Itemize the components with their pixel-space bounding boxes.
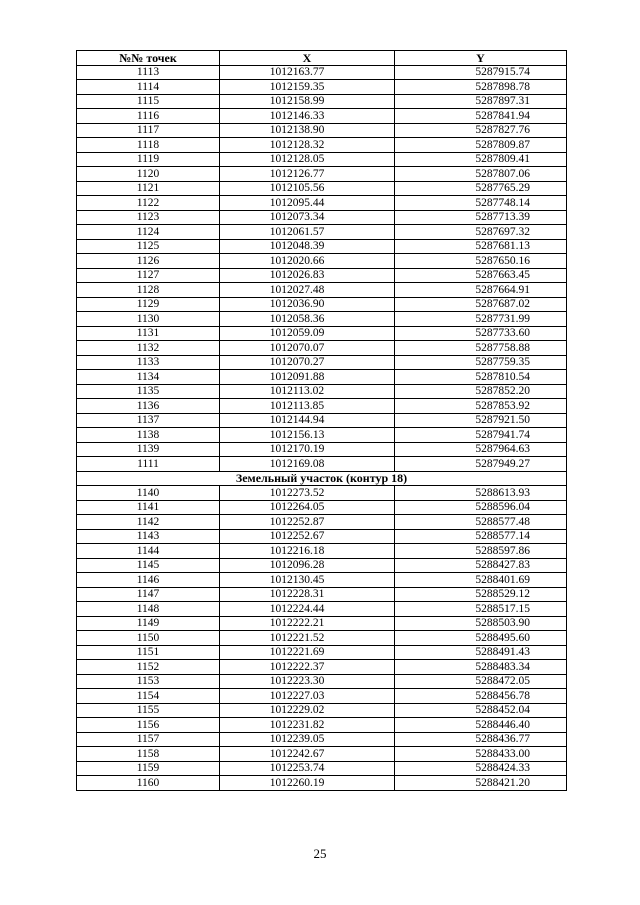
x-coordinate-cell: 1012216.18 (220, 544, 395, 559)
y-coordinate-cell: 5287810.54 (395, 370, 567, 385)
table-body-top (77, 65, 567, 471)
table-row (77, 442, 567, 457)
point-number-cell: 1135 (77, 384, 220, 399)
y-coordinate-cell: 5288517.15 (395, 602, 567, 617)
x-coordinate-cell: 1012221.69 (220, 645, 395, 660)
point-number-cell: 1146 (77, 573, 220, 588)
point-number-cell: 1143 (77, 529, 220, 544)
table-row (77, 587, 567, 602)
table-row (77, 138, 567, 153)
table-row (77, 529, 567, 544)
x-coordinate-cell: 1012224.44 (220, 602, 395, 617)
point-number-cell: 1117 (77, 123, 220, 138)
x-coordinate-cell: 1012159.35 (220, 80, 395, 95)
x-coordinate-cell: 1012228.31 (220, 587, 395, 602)
x-coordinate-cell: 1012253.74 (220, 761, 395, 776)
table-row (77, 718, 567, 733)
table-row (77, 109, 567, 124)
point-number-cell: 1126 (77, 254, 220, 269)
table-row (77, 413, 567, 428)
point-number-cell: 1148 (77, 602, 220, 617)
point-number-cell: 1140 (77, 486, 220, 501)
table-row (77, 254, 567, 269)
point-number-cell: 1119 (77, 152, 220, 167)
point-number-cell: 1122 (77, 196, 220, 211)
x-coordinate-cell: 1012130.45 (220, 573, 395, 588)
table-row (77, 544, 567, 559)
y-coordinate-cell: 5287809.41 (395, 152, 567, 167)
table-row (77, 645, 567, 660)
point-number-cell: 1152 (77, 660, 220, 675)
point-number-cell: 1130 (77, 312, 220, 327)
y-coordinate-cell: 5288427.83 (395, 558, 567, 573)
table-row (77, 703, 567, 718)
table-row (77, 384, 567, 399)
y-coordinate-cell: 5288577.14 (395, 529, 567, 544)
x-coordinate-cell: 1012020.66 (220, 254, 395, 269)
table-row (77, 631, 567, 646)
point-number-cell: 1124 (77, 225, 220, 240)
table-row (77, 123, 567, 138)
y-coordinate-cell: 5288491.43 (395, 645, 567, 660)
table-row (77, 167, 567, 182)
x-coordinate-cell: 1012273.52 (220, 486, 395, 501)
y-coordinate-cell: 5287759.35 (395, 355, 567, 370)
x-coordinate-cell: 1012138.90 (220, 123, 395, 138)
table-row (77, 80, 567, 95)
point-number-cell: 1145 (77, 558, 220, 573)
table-row (77, 689, 567, 704)
y-coordinate-cell: 5287663.45 (395, 268, 567, 283)
y-coordinate-cell: 5288597.86 (395, 544, 567, 559)
x-coordinate-cell: 1012252.87 (220, 515, 395, 530)
point-number-cell: 1158 (77, 747, 220, 762)
x-coordinate-cell: 1012163.77 (220, 65, 395, 80)
header-x: X (220, 51, 395, 66)
table-row (77, 747, 567, 762)
y-coordinate-cell: 5287964.63 (395, 442, 567, 457)
y-coordinate-cell: 5287852.20 (395, 384, 567, 399)
table-row (77, 602, 567, 617)
point-number-cell: 1125 (77, 239, 220, 254)
point-number-cell: 1155 (77, 703, 220, 718)
y-coordinate-cell: 5287841.94 (395, 109, 567, 124)
point-number-cell: 1121 (77, 181, 220, 196)
table-row (77, 674, 567, 689)
x-coordinate-cell: 1012227.03 (220, 689, 395, 704)
x-coordinate-cell: 1012027.48 (220, 283, 395, 298)
point-number-cell: 1118 (77, 138, 220, 153)
section-title: Земельный участок (контур 18) (77, 471, 567, 486)
point-number-cell: 1123 (77, 210, 220, 225)
x-coordinate-cell: 1012156.13 (220, 428, 395, 443)
y-coordinate-cell: 5287853.92 (395, 399, 567, 414)
point-number-cell: 1153 (77, 674, 220, 689)
point-number-cell: 1111 (77, 457, 220, 472)
header-point-number: №№ точек (77, 51, 220, 66)
point-number-cell: 1139 (77, 442, 220, 457)
x-coordinate-cell: 1012128.32 (220, 138, 395, 153)
table-row (77, 355, 567, 370)
y-coordinate-cell: 5287733.60 (395, 326, 567, 341)
point-number-cell: 1113 (77, 65, 220, 80)
table-row (77, 515, 567, 530)
table-row (77, 326, 567, 341)
point-number-cell: 1129 (77, 297, 220, 312)
x-coordinate-cell: 1012096.28 (220, 558, 395, 573)
table-row (77, 283, 567, 298)
y-coordinate-cell: 5288503.90 (395, 616, 567, 631)
table-row (77, 500, 567, 515)
point-number-cell: 1147 (77, 587, 220, 602)
y-coordinate-cell: 5287921.50 (395, 413, 567, 428)
x-coordinate-cell: 1012252.67 (220, 529, 395, 544)
y-coordinate-cell: 5287765.29 (395, 181, 567, 196)
table-row (77, 152, 567, 167)
table-row (77, 370, 567, 385)
x-coordinate-cell: 1012113.85 (220, 399, 395, 414)
table-row (77, 341, 567, 356)
point-number-cell: 1128 (77, 283, 220, 298)
x-coordinate-cell: 1012070.07 (220, 341, 395, 356)
y-coordinate-cell: 5288433.00 (395, 747, 567, 762)
x-coordinate-cell: 1012242.67 (220, 747, 395, 762)
y-coordinate-cell: 5288446.40 (395, 718, 567, 733)
y-coordinate-cell: 5288596.04 (395, 500, 567, 515)
point-number-cell: 1114 (77, 80, 220, 95)
y-coordinate-cell: 5288613.93 (395, 486, 567, 501)
y-coordinate-cell: 5287697.32 (395, 225, 567, 240)
point-number-cell: 1142 (77, 515, 220, 530)
y-coordinate-cell: 5288472.05 (395, 674, 567, 689)
x-coordinate-cell: 1012229.02 (220, 703, 395, 718)
point-number-cell: 1141 (77, 500, 220, 515)
table-row (77, 312, 567, 327)
y-coordinate-cell: 5288529.12 (395, 587, 567, 602)
table-row (77, 268, 567, 283)
x-coordinate-cell: 1012036.90 (220, 297, 395, 312)
table-row (77, 776, 567, 791)
table-row (77, 210, 567, 225)
y-coordinate-cell: 5288483.34 (395, 660, 567, 675)
table-row (77, 181, 567, 196)
y-coordinate-cell: 5287807.06 (395, 167, 567, 182)
table-header-row (77, 51, 567, 66)
table-row (77, 399, 567, 414)
point-number-cell: 1149 (77, 616, 220, 631)
x-coordinate-cell: 1012223.30 (220, 674, 395, 689)
point-number-cell: 1131 (77, 326, 220, 341)
point-number-cell: 1156 (77, 718, 220, 733)
y-coordinate-cell: 5287681.13 (395, 239, 567, 254)
table-row (77, 616, 567, 631)
table-row (77, 573, 567, 588)
header-y: Y (395, 51, 567, 66)
y-coordinate-cell: 5287650.16 (395, 254, 567, 269)
point-number-cell: 1134 (77, 370, 220, 385)
y-coordinate-cell: 5287949.27 (395, 457, 567, 472)
point-number-cell: 1159 (77, 761, 220, 776)
y-coordinate-cell: 5288424.33 (395, 761, 567, 776)
point-number-cell: 1160 (77, 776, 220, 791)
y-coordinate-cell: 5287941.74 (395, 428, 567, 443)
section-row (77, 471, 567, 486)
y-coordinate-cell: 5288401.69 (395, 573, 567, 588)
x-coordinate-cell: 1012058.36 (220, 312, 395, 327)
y-coordinate-cell: 5287731.99 (395, 312, 567, 327)
x-coordinate-cell: 1012113.02 (220, 384, 395, 399)
y-coordinate-cell: 5287748.14 (395, 196, 567, 211)
y-coordinate-cell: 5288456.78 (395, 689, 567, 704)
x-coordinate-cell: 1012169.08 (220, 457, 395, 472)
x-coordinate-cell: 1012070.27 (220, 355, 395, 370)
x-coordinate-cell: 1012170.19 (220, 442, 395, 457)
table-row (77, 457, 567, 472)
table-row (77, 94, 567, 109)
table-row (77, 558, 567, 573)
y-coordinate-cell: 5287809.87 (395, 138, 567, 153)
x-coordinate-cell: 1012126.77 (220, 167, 395, 182)
x-coordinate-cell: 1012264.05 (220, 500, 395, 515)
y-coordinate-cell: 5287664.91 (395, 283, 567, 298)
y-coordinate-cell: 5288495.60 (395, 631, 567, 646)
point-number-cell: 1120 (77, 167, 220, 182)
table-row (77, 486, 567, 501)
table-row (77, 297, 567, 312)
x-coordinate-cell: 1012146.33 (220, 109, 395, 124)
y-coordinate-cell: 5287898.78 (395, 80, 567, 95)
x-coordinate-cell: 1012061.57 (220, 225, 395, 240)
y-coordinate-cell: 5288452.04 (395, 703, 567, 718)
table-row (77, 65, 567, 80)
point-number-cell: 1151 (77, 645, 220, 660)
x-coordinate-cell: 1012128.05 (220, 152, 395, 167)
x-coordinate-cell: 1012144.94 (220, 413, 395, 428)
x-coordinate-cell: 1012222.37 (220, 660, 395, 675)
table-row (77, 428, 567, 443)
x-coordinate-cell: 1012059.09 (220, 326, 395, 341)
point-number-cell: 1144 (77, 544, 220, 559)
x-coordinate-cell: 1012026.83 (220, 268, 395, 283)
y-coordinate-cell: 5287758.88 (395, 341, 567, 356)
x-coordinate-cell: 1012105.56 (220, 181, 395, 196)
point-number-cell: 1132 (77, 341, 220, 356)
y-coordinate-cell: 5287915.74 (395, 65, 567, 80)
table-body-bottom (77, 486, 567, 791)
y-coordinate-cell: 5288436.77 (395, 732, 567, 747)
y-coordinate-cell: 5287687.02 (395, 297, 567, 312)
x-coordinate-cell: 1012095.44 (220, 196, 395, 211)
x-coordinate-cell: 1012260.19 (220, 776, 395, 791)
point-number-cell: 1127 (77, 268, 220, 283)
y-coordinate-cell: 5288577.48 (395, 515, 567, 530)
table-row (77, 239, 567, 254)
section-heading-body (77, 471, 567, 486)
point-number-cell: 1154 (77, 689, 220, 704)
x-coordinate-cell: 1012239.05 (220, 732, 395, 747)
table-row (77, 225, 567, 240)
table-row (77, 732, 567, 747)
y-coordinate-cell: 5287713.39 (395, 210, 567, 225)
x-coordinate-cell: 1012221.52 (220, 631, 395, 646)
table-row (77, 761, 567, 776)
point-number-cell: 1157 (77, 732, 220, 747)
page-number: 25 (313, 846, 327, 861)
point-number-cell: 1116 (77, 109, 220, 124)
x-coordinate-cell: 1012158.99 (220, 94, 395, 109)
point-number-cell: 1150 (77, 631, 220, 646)
point-number-cell: 1133 (77, 355, 220, 370)
point-number-cell: 1138 (77, 428, 220, 443)
x-coordinate-cell: 1012091.88 (220, 370, 395, 385)
x-coordinate-cell: 1012231.82 (220, 718, 395, 733)
x-coordinate-cell: 1012073.34 (220, 210, 395, 225)
x-coordinate-cell: 1012048.39 (220, 239, 395, 254)
y-coordinate-cell: 5288421.20 (395, 776, 567, 791)
point-number-cell: 1136 (77, 399, 220, 414)
y-coordinate-cell: 5287827.76 (395, 123, 567, 138)
coordinates-table (76, 50, 567, 791)
x-coordinate-cell: 1012222.21 (220, 616, 395, 631)
table-row (77, 660, 567, 675)
table-row (77, 196, 567, 211)
point-number-cell: 1115 (77, 94, 220, 109)
point-number-cell: 1137 (77, 413, 220, 428)
y-coordinate-cell: 5287897.31 (395, 94, 567, 109)
